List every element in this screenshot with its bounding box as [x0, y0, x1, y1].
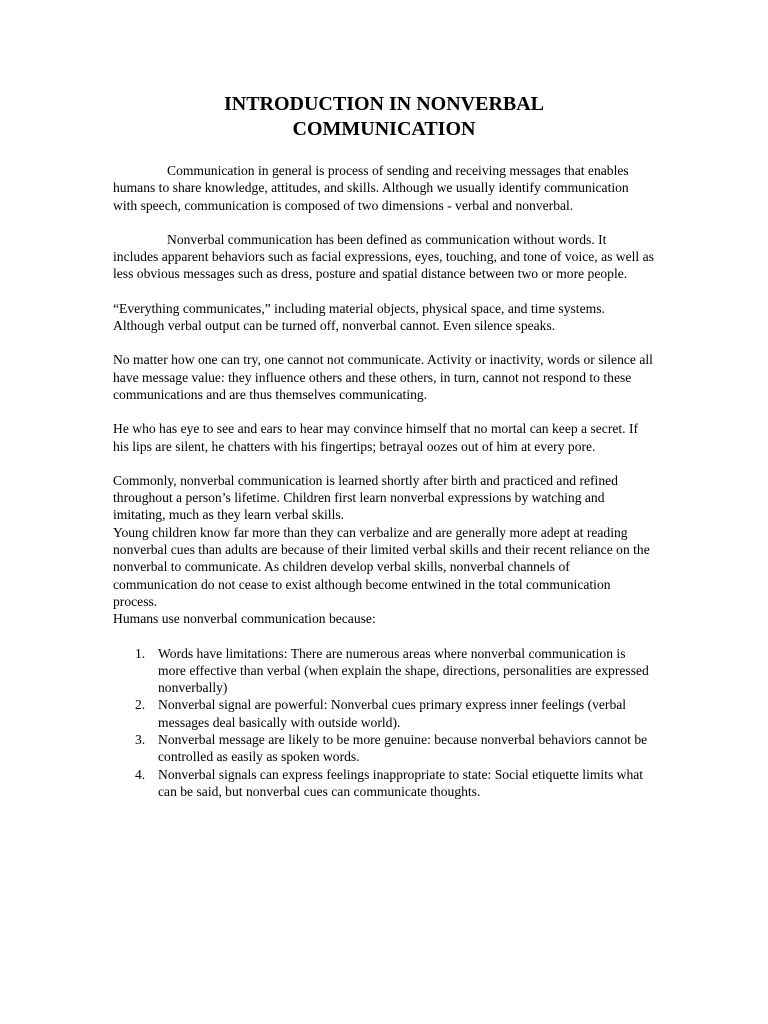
- title-line-2: COMMUNICATION: [292, 118, 476, 140]
- title-line-1: INTRODUCTION IN NONVERBAL: [223, 93, 545, 115]
- document-title: [113, 92, 655, 142]
- list-item-text: Words have limitations: There are numerous areas where nonverbal communication is more effective than verbal (when explain the shape, directions, personalities are expressed nonverbally): [158, 645, 649, 696]
- paragraph-6: Commonly, nonverbal communication is learned shortly after birth and practiced and refined throughout a person’s lifetime. Children first learn nonverbal expressions by watching and imitating, much as they learn verbal skills.: [113, 472, 618, 523]
- list-item-text: Nonverbal signals can express feelings inappropriate to state: Social etiquette limits what can be said, but nonverbal cues can communicate thoughts.: [158, 766, 644, 799]
- list-item-number: 3.: [135, 732, 146, 748]
- list-item: [113, 645, 655, 697]
- paragraph-5: He who has eye to see and ears to hear may convince himself that no mortal can keep a secret. If his lips are silent, he chatters with his fingertips; betrayal oozes out of him at every pore.: [113, 421, 639, 454]
- paragraph-4: No matter how one can try, one cannot not communicate. Activity or inactivity, words or silence all have message value: they influence others and these others, in turn, cannot not respond to these communications and are thus themselves communicating.: [113, 352, 653, 402]
- list-item: [113, 766, 655, 801]
- paragraph-1: Communication in general is process of sending and receiving messages that enables humans to share knowledge, attitudes, and skills. Although we usually identify communication with speech, communication is composed of two dimensions - verbal and nonverbal.: [113, 163, 629, 213]
- list-item-text: Nonverbal signal are powerful: Nonverbal cues primary express inner feelings (verbal messages deal basically with outside world).: [158, 697, 627, 730]
- paragraph-3: “Everything communicates,” including material objects, physical space, and time systems. Although verbal output can be turned off, nonverbal cannot. Even silence speaks.: [113, 300, 605, 334]
- list-item-text: Nonverbal message are likely to be more genuine: because nonverbal behaviors cannot be controlled as easily as spoken words.: [158, 732, 648, 765]
- paragraph-8: Humans use nonverbal communication because:: [113, 611, 376, 627]
- reasons-list: [113, 645, 655, 801]
- list-item: [113, 696, 655, 731]
- list-item: [113, 731, 655, 766]
- document-page: [113, 92, 655, 800]
- paragraph-2: Nonverbal communication has been defined as communication without words. It includes apparent behaviors such as facial expressions, eyes, touching, and tone of voice, as well as less obvious messages such as dress, posture and spatial distance between two or more people.: [113, 231, 654, 282]
- list-item-number: 1.: [135, 645, 146, 661]
- list-item-number: 4.: [135, 766, 146, 782]
- list-item-number: 2.: [135, 697, 146, 713]
- paragraph-7: Young children know far more than they can verbalize and are generally more adept at reading nonverbal cues than adults are because of their limited verbal skills and their recent reliance on the nonverbal to communicate. As children develop verbal skills, nonverbal channels of communication do not cease to exist although become entwined in the total communication process.: [113, 524, 650, 609]
